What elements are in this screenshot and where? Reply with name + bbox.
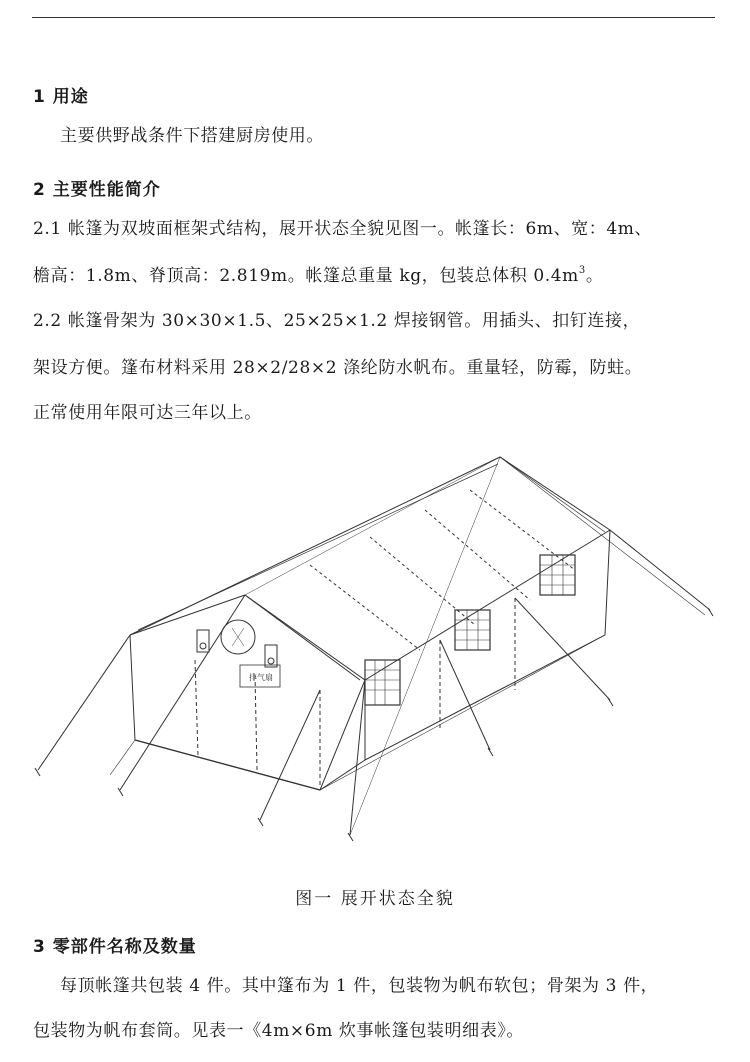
section-3-line-1: 每顶帐篷共包装 4 件。其中篷布为 1 件，包装物为帆布软包；骨架为 3 件， <box>60 976 659 996</box>
superscript-3: 3 <box>578 265 586 276</box>
section-3-line-2: 包装物为帆布套筒。见表一《4m×6m 炊事帐篷包装明细表》。 <box>33 1021 525 1041</box>
section-3-title: 3 零部件名称及数量 <box>33 937 197 957</box>
fan-label: 排气扇 <box>249 673 273 682</box>
figure-caption: 图一 展开状态全貌 <box>295 889 455 909</box>
para-2-1-line-1: 2.1 帐篷为双坡面框架式结构，展开状态全貌见图一。帐篷长：6m、宽：4m、 <box>33 219 653 239</box>
section-1-title: 1 用途 <box>33 87 89 107</box>
header-rule <box>32 17 715 18</box>
section-2-title: 2 主要性能简介 <box>33 180 161 200</box>
para-2-2-line-1: 2.2 帐篷骨架为 30×30×1.5、25×25×1.2 焊接钢管。用插头、扣钉连接， <box>33 311 641 331</box>
tent-illustration <box>20 450 740 850</box>
roof-ridge <box>130 457 610 635</box>
para-2-2-line-2: 架设方便。篷布材料采用 28×2/28×2 涤纶防水帆布。重量轻，防霉，防蛀。 <box>33 358 643 378</box>
section-1-body: 主要供野战条件下搭建厨房使用。 <box>60 126 324 146</box>
para-2-2-line-3: 正常使用年限可达三年以上。 <box>33 403 262 423</box>
para-2-1-line-2: 檐高：1.8m、脊顶高：2.819m。帐篷总重量 kg，包装总体积 $0.4m^3$。 <box>33 265 604 286</box>
